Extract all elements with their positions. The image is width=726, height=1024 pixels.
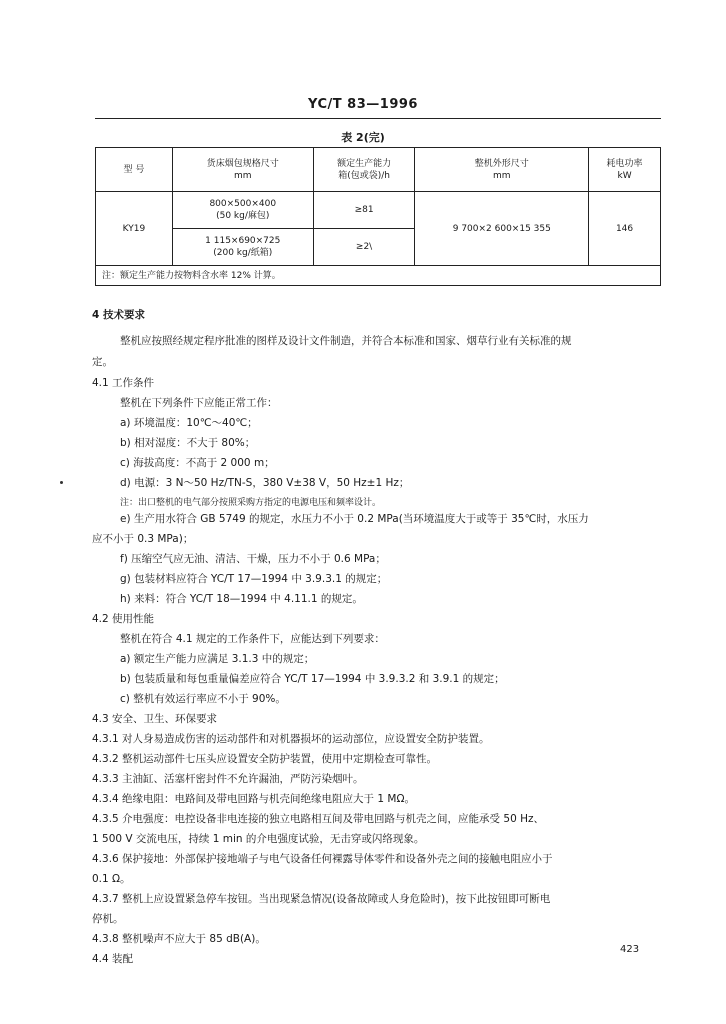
table-caption: 表 2(完) bbox=[341, 131, 385, 144]
table-row bbox=[96, 192, 661, 229]
list-item: c) 整机有效运行率应不小于 90%。 bbox=[120, 693, 286, 705]
note-line: 注：出口整机的电气部分按照采购方指定的电源电压和频率设计。 bbox=[120, 498, 382, 508]
table-note-row bbox=[96, 266, 661, 286]
header-dimensions: 整机外形尺寸 mm bbox=[415, 148, 589, 192]
paragraph-line: 整机应按照经规定程序批准的图样及设计文件制造，并符合本标准和国家、烟草行业有关标准的规 bbox=[120, 335, 572, 347]
paragraph-line: 停机。 bbox=[92, 913, 124, 925]
list-item: b) 相对湿度：不大于 80%； bbox=[120, 437, 256, 449]
list-item: f) 压缩空气应无油、清洁、干燥，压力不小于 0.6 MPa； bbox=[120, 553, 386, 565]
section-4-heading: 4 技术要求 bbox=[92, 309, 145, 321]
clause-4-3-2: 4.3.2 整机运动部件七压头应设置安全防护装置，使用中定期检查可靠性。 bbox=[92, 753, 438, 765]
page-number: 423 bbox=[620, 944, 640, 955]
header-rule bbox=[95, 118, 661, 119]
clause-4-3-7: 4.3.7 整机上应设置紧急停车按钮。当出现紧急情况(设备故障或人身危险时)，按下此按钮即可断电 bbox=[92, 893, 551, 905]
list-item: c) 海拔高度：不高于 2 000 m； bbox=[120, 457, 275, 469]
header-capacity: 额定生产能力 箱(包或袋)/h bbox=[313, 148, 415, 192]
header-model: 型 号 bbox=[96, 148, 173, 192]
clause-4-3-3: 4.3.3 主油缸、活塞杆密封件不允许漏油，严防污染烟叶。 bbox=[92, 773, 364, 785]
paragraph-line: 整机在符合 4.1 规定的工作条件下，应能达到下列要求： bbox=[120, 633, 385, 645]
cell-power: 146 bbox=[589, 192, 661, 266]
clause-4-3-5: 4.3.5 介电强度：电控设备非电连接的独立电路相互间及带电回路与机壳之间，应能承受 50 Hz、 bbox=[92, 813, 544, 825]
standard-header: YC/T 83—1996 bbox=[308, 97, 418, 112]
clause-4-3-6: 4.3.6 保护接地：外部保护接地端子与电气设备任何裸露导体零件和设备外壳之间的接触电阻应小于 bbox=[92, 853, 553, 865]
paragraph-line: 应不小于 0.3 MPa)； bbox=[92, 533, 194, 545]
list-item: h) 来料：符合 YC/T 18—1994 中 4.11.1 的规定。 bbox=[120, 593, 363, 605]
cell-model: KY19 bbox=[96, 192, 173, 266]
header-size: 货床烟包规格尺寸 mm bbox=[172, 148, 313, 192]
clause-4-3-4: 4.3.4 绝缘电阻：电路间及带电回路与机壳间绝缘电阻应大于 1 MΩ。 bbox=[92, 793, 415, 805]
spec-table bbox=[95, 147, 661, 286]
cell-size-a: 800×500×400 (50 kg/麻包) bbox=[172, 192, 313, 229]
paragraph-line: 1 500 V 交流电压，持续 1 min 的介电强度试验，无击穿或闪络现象。 bbox=[92, 833, 425, 845]
cell-capacity-a: ≥81 bbox=[313, 192, 415, 229]
section-4-3-heading: 4.3 安全、卫生、环保要求 bbox=[92, 713, 218, 725]
cell-size-b: 1 115×690×725 (200 kg/纸箱) bbox=[172, 229, 313, 266]
paragraph-line: 0.1 Ω。 bbox=[92, 873, 131, 885]
header-power: 耗电功率 kW bbox=[589, 148, 661, 192]
paragraph-line: 整机在下列条件下应能正常工作： bbox=[120, 397, 278, 409]
cell-capacity-b: ≥2\ bbox=[313, 229, 415, 266]
list-item: a) 额定生产能力应满足 3.1.3 中的规定； bbox=[120, 653, 315, 665]
list-item: b) 包装质量和每包重量偏差应符合 YC/T 17—1994 中 3.9.3.2 和 3.9.1 的规定； bbox=[120, 673, 505, 685]
cell-dimensions: 9 700×2 600×15 355 bbox=[415, 192, 589, 266]
list-item: e) 生产用水符合 GB 5749 的规定，水压力不小于 0.2 MPa(当环境温度大于或等于 35℃时，水压力 bbox=[120, 513, 589, 525]
section-4-1-heading: 4.1 工作条件 bbox=[92, 377, 155, 389]
list-item: d) 电源：3 N～50 Hz/TN-S，380 V±38 V，50 Hz±1 Hz； bbox=[120, 477, 410, 489]
table-header-row bbox=[96, 148, 661, 192]
scan-speck bbox=[60, 481, 63, 484]
section-4-4-heading: 4.4 装配 bbox=[92, 953, 134, 965]
section-4-2-heading: 4.2 使用性能 bbox=[92, 613, 155, 625]
clause-4-3-8: 4.3.8 整机噪声不应大于 85 dB(A)。 bbox=[92, 933, 266, 945]
clause-4-3-1: 4.3.1 对人身易造成伤害的运动部件和对机器损坏的运动部位，应设置安全防护装置。 bbox=[92, 733, 490, 745]
list-item: a) 环境温度：10℃～40℃； bbox=[120, 417, 258, 429]
paragraph-line: 定。 bbox=[92, 356, 113, 368]
table-note: 注：额定生产能力按物料含水率 12% 计算。 bbox=[96, 266, 661, 286]
list-item: g) 包装材料应符合 YC/T 17—1994 中 3.9.3.1 的规定； bbox=[120, 573, 388, 585]
